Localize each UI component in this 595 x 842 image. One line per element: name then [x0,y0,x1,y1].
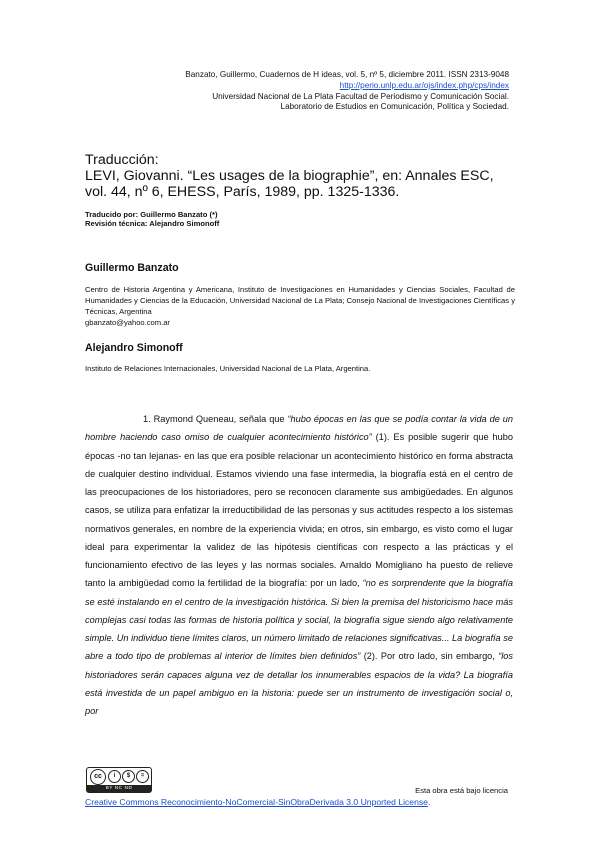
attribution-icon: i [108,770,121,783]
cc-icon: cc [90,769,106,785]
license-period: . [427,797,431,807]
title-reference-1: LEVI, Giovanni. “Les usages de la biographie”, en: Annales ESC, [85,168,494,185]
noncommercial-icon: $ [122,770,135,783]
quote-momigliano-2: “los historiadores serán capaces alguna vez de detallar los innumerables espacios de la vida? La biografía está investida de un papel ambiguo en la historia: puede ser un instrumento de investigación social o, por [85,651,514,716]
cc-license-badge[interactable] [86,767,152,793]
author-email: gbanzato@yahoo.com.ar [85,318,170,327]
license-link[interactable]: Creative Commons Reconocimiento-NoComercial-SinObraDerivada 3.0 Unported License [85,797,428,807]
author-name-simonoff: Alejandro Simonoff [85,342,183,354]
paragraph-text: (1). Es posible sugerir que hubo épocas -no tan lejanas- en las que era posible relacionar un acontecimiento histórico en forma abstracta de cualquier destino individual. Estamos viviendo una fase intermedia, la biografía está en el centro de las preocupaciones de los historiadores, pero se reconocen claramente sus ambigüedades. En algunos casos, se utiliza para enfatizar la irreductibilidad de las personas y sus actitudes respecto a los sistemas normativos generales, en nombre de la experiencia vivida; en otros, sin embargo, es visto como el lugar ideal para experimentar la validez de las hipótesis científicas con respecto a las prácticas y el funcionamiento efectivo de las leyes y las normas sociales. Arnaldo Momigliano ha puesto de relieve tanto la ambigüedad como la fertilidad de la biografía: por un lado, [85,432,513,589]
lab-line: Laboratorio de Estudios en Comunicación, Política y Sociedad. [280,102,509,112]
journal-url-link[interactable]: http://perio.unlp.edu.ar/ojs/index.php/cps/index [339,80,509,90]
noderivatives-icon: = [136,770,149,783]
translator-credit: Traducido por: Guillermo Banzato (*) [85,210,218,219]
paragraph-text: 1. Raymond Queneau, señala que [143,414,288,424]
reviewer-credit: Revisión técnica: Alejandro Simonoff [85,219,220,229]
title-label: Traducción: [85,152,159,168]
author-affiliation-banzato [85,284,515,328]
citation-line: Banzato, Guillermo, Cuadernos de H ideas, vol. 5, nº 5, diciembre 2011. ISSN 2313-9048 [185,70,509,79]
author-affiliation-simonoff: Instituto de Relaciones Internacionales, Universidad Nacional de La Plata, Argentina. [85,364,371,373]
paragraph-text: (2). Por otro lado, sin embargo, [360,651,499,662]
quote-momigliano-1: “no es sorprendente que la biografía se esté instalando en el centro de la investigación histórica. Si bien la premisa del historicismo hace más complejas casi todas las formas de historia política y social, la biografía sigue siendo algo relativamente simple. Un individuo tiene límites claros, un número limitado de relaciones significativas... La biografía se abre a todo tipo de problemas al interior de límites bien definidos” [85,578,513,662]
affiliation-text: Centro de Historia Argentina y Americana, Instituto de Investigaciones en Humanidades y Ciencias Sociales, Facultad de Humanidades y Ciencias de la Educación, Universidad Nacional de La Plata; Consejo Nacional de Investigaciones Científicas y Técnicas, Argentina [85,285,515,316]
translation-credits [85,210,219,229]
quote-queneau: “hubo épocas en las que se podía contar la vida de un hombre haciendo caso omiso de cualquier acontecimiento histórico” [85,414,513,443]
running-header [185,70,509,113]
badge-caption: BY NC ND [87,785,151,792]
paragraph-1 [85,410,513,720]
article-title [85,152,517,201]
author-name-banzato: Guillermo Banzato [85,262,179,274]
license-note: Esta obra está bajo licencia [415,786,508,795]
license-line [85,797,430,807]
title-reference-2: vol. 44, nº 6, EHESS, París, 1989, pp. 1325-1336. [85,184,400,201]
institution-line: Universidad Nacional de La Plata Facultad de Periodismo y Comunicación Social. [212,91,509,101]
article-body [85,410,513,720]
